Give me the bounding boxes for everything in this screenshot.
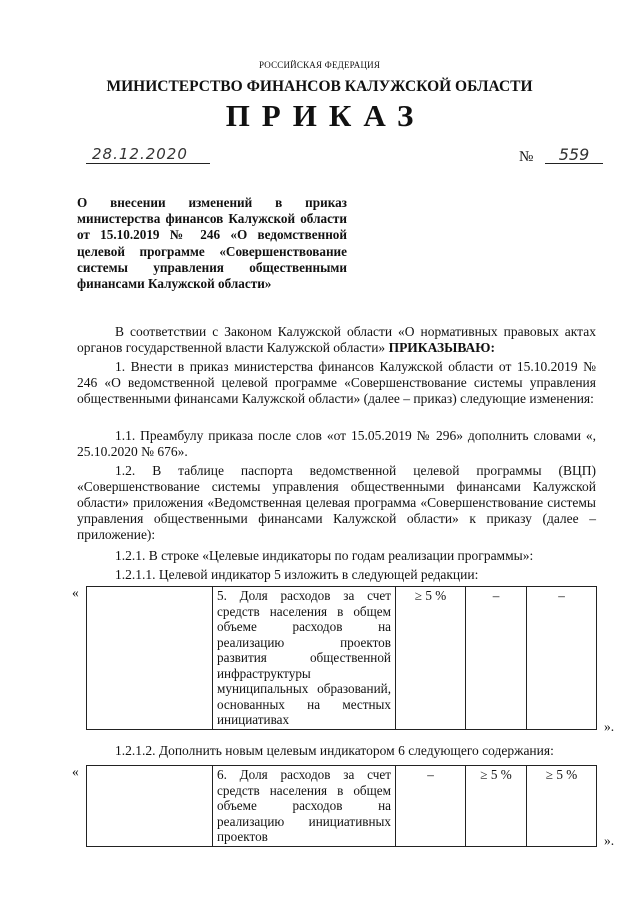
paragraph-1-2-1: 1.2.1. В строке «Целевые индикаторы по годам реализации программы»: (115, 548, 534, 563)
indicator-6-text-end: проектов (217, 829, 268, 844)
preamble-paragraph (77, 324, 596, 356)
table-row (87, 587, 597, 730)
paragraph-1-2-1-1: 1.2.1.1. Целевой индикатор 5 изложить в следующей редакции: (115, 567, 479, 582)
ministry-title: МИНИСТЕРСТВО ФИНАНСОВ КАЛУЖСКОЙ ОБЛАСТИ (106, 78, 533, 95)
indicator-6-value-2: ≥ 5 % (466, 766, 527, 847)
table1-open-quote: « (72, 585, 79, 600)
paragraph-1-2-1-2: 1.2.1.2. Дополнить новым целевым индикатором 6 следующего содержания: (115, 743, 554, 758)
table2-open-quote: « (72, 764, 79, 779)
paragraph-1: 1. Внести в приказ министерства финансов Калужской области от 15.10.2019 № 246 «О ведомственной целевой программе «Совершенствование системы управления общественными финансами Калужской области» (далее – приказ) следующие изменения: (77, 359, 596, 406)
handwritten-date: 28.12.2020 (86, 146, 210, 164)
table-row (87, 766, 597, 847)
indicator-6-table (86, 765, 597, 847)
indicator-5-value-1: ≥ 5 % (396, 587, 466, 730)
indicator-6-value-1: – (396, 766, 466, 847)
indicator-6-text: 6. Доля расходов за счет средств населения в общем объеме расходов на реализацию инициативных (217, 767, 391, 829)
paragraph-1-1: 1.1. Преамбулу приказа после слов «от 15.05.2019 № 296» дополнить словами «, 25.10.2020 № 676». (77, 428, 596, 459)
indicator-6-name (213, 766, 396, 847)
indicator-5-value-2: – (466, 587, 527, 730)
document-type-title: ПРИКАЗ (225, 98, 426, 133)
empty-cell (87, 587, 213, 730)
federation-header: РОССИЙСКАЯ ФЕДЕРАЦИЯ (258, 60, 381, 70)
handwritten-number: 559 (545, 146, 603, 164)
number-label: № (519, 149, 534, 165)
indicator-5-name (213, 587, 396, 730)
indicator-6-value-3: ≥ 5 % (527, 766, 597, 847)
preamble-text: В соответствии с Законом Калужской области «О нормативных правовых актах органов государственной власти Калужской области» (77, 324, 596, 355)
indicator-5-text: 5. Доля расходов за счет средств населения в общем объеме расходов на реализацию проектов развития общественной инфраструктуры муниципальных образований, основанных на местных (217, 588, 391, 712)
indicator-5-text-end: инициативах (217, 712, 290, 727)
order-subject: О внесении изменений в приказ министерства финансов Калужской области от 15.10.2019 № 246 «О ведомственной целевой программе «Совершенствование системы управления общественными финансами Калужской области» (77, 195, 347, 292)
paragraph-1-2: 1.2. В таблице паспорта ведомственной целевой программы (ВЦП) «Совершенствование системы управления общественными финансами Калужской области» приложения «Ведомственная целевая программа «Совершенствование системы управления общественными финансами Калужской области» к приказу (далее – приложение): (77, 463, 596, 542)
empty-cell (87, 766, 213, 847)
table2-close-quote: ». (604, 833, 615, 848)
indicator-5-value-3: – (527, 587, 597, 730)
indicator-5-table (86, 586, 597, 730)
table1-close-quote: ». (604, 719, 615, 734)
order-directive: ПРИКАЗЫВАЮ: (388, 340, 495, 355)
